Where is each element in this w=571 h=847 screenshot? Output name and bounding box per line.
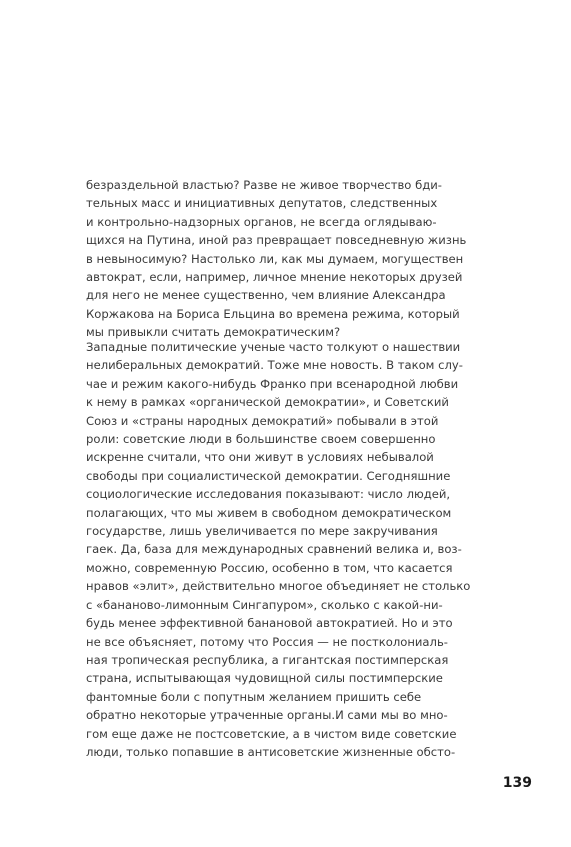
text-line: гом еще даже не постсоветские, а в чистом виде советские [86,726,457,741]
text-line: обратно некоторые утраченные органы.И сами мы во мно- [86,708,448,723]
text-line: фантомные боли с попутным желанием пришить себе [86,689,422,704]
text-line: в невыносимую? Настолько ли, как мы думаем, могуществен [86,251,464,266]
text-line: для него не менее существенно, чем влияние Александра [86,288,446,303]
text-line: чае и режим какого-нибудь Франко при всенародной любви [86,376,459,391]
paragraph-1 [86,176,486,342]
text-line: Западные политические ученые часто толкуют о нашествии [86,340,461,354]
text-line: тельных масс и инициативных депутатов, следственных [86,196,438,211]
text-line: люди, только попавшие в антисоветские жизненные обсто- [86,744,456,759]
text-line: гаек. Да, база для международных сравнений велика и, воз- [86,542,462,557]
text-line: можно, современную Россию, особенно в том, что касается [86,560,453,575]
text-line: будь менее эффективной банановой автократией. Но и это [86,616,453,631]
text-line: свободы при социалистической демократии. Сегодняшние [86,468,451,483]
text-line: нелиберальных демократий. Тоже мне новость. В таком слу- [86,358,463,373]
text-line: к нему в рамках «органической демократии», и Советский [86,395,449,410]
text-line: Коржакова на Бориса Ельцина во времена режима, который [86,306,460,321]
text-line: с «бананово-лимонным Сингапуром», сколько с какой-ни- [86,597,443,612]
text-line: безраздельной властью? Разве не живое творчество бди- [86,178,442,192]
text-line: Союз и «страны народных демократий» побывали в этой [86,413,439,428]
text-line: полагающих, что мы живем в свободном демократическом [86,505,452,520]
paragraph-2 [86,338,486,761]
text-line: ная тропическая республика, а гигантская постимперская [86,652,449,667]
text-line: щихся на Путина, иной раз превращает повседневную жизнь [86,233,467,248]
text-line: искренне считали, что они живут в условиях небывалой [86,450,434,465]
text-line: и контрольно-надзорных органов, не всегда оглядываю- [86,214,437,229]
text-line: мы привыкли считать демократическим? [86,325,341,340]
text-line: страна, испытывающая чудовищной силы постимперские [86,671,443,686]
page-number: 139 [502,775,532,791]
text-line: роли: советские люди в большинстве своем совершенно [86,432,436,447]
text-line: нравов «элит», действительно многое объединяет не столько [86,579,471,594]
text-line: не все объясняет, потому что Россия — не постколониаль- [86,634,448,649]
text-line: автократ, если, например, личное мнение некоторых друзей [86,270,463,285]
text-line: государстве, лишь увеличивается по мере закручивания [86,524,438,539]
text-line: социологические исследования показывают: число людей, [86,487,451,502]
